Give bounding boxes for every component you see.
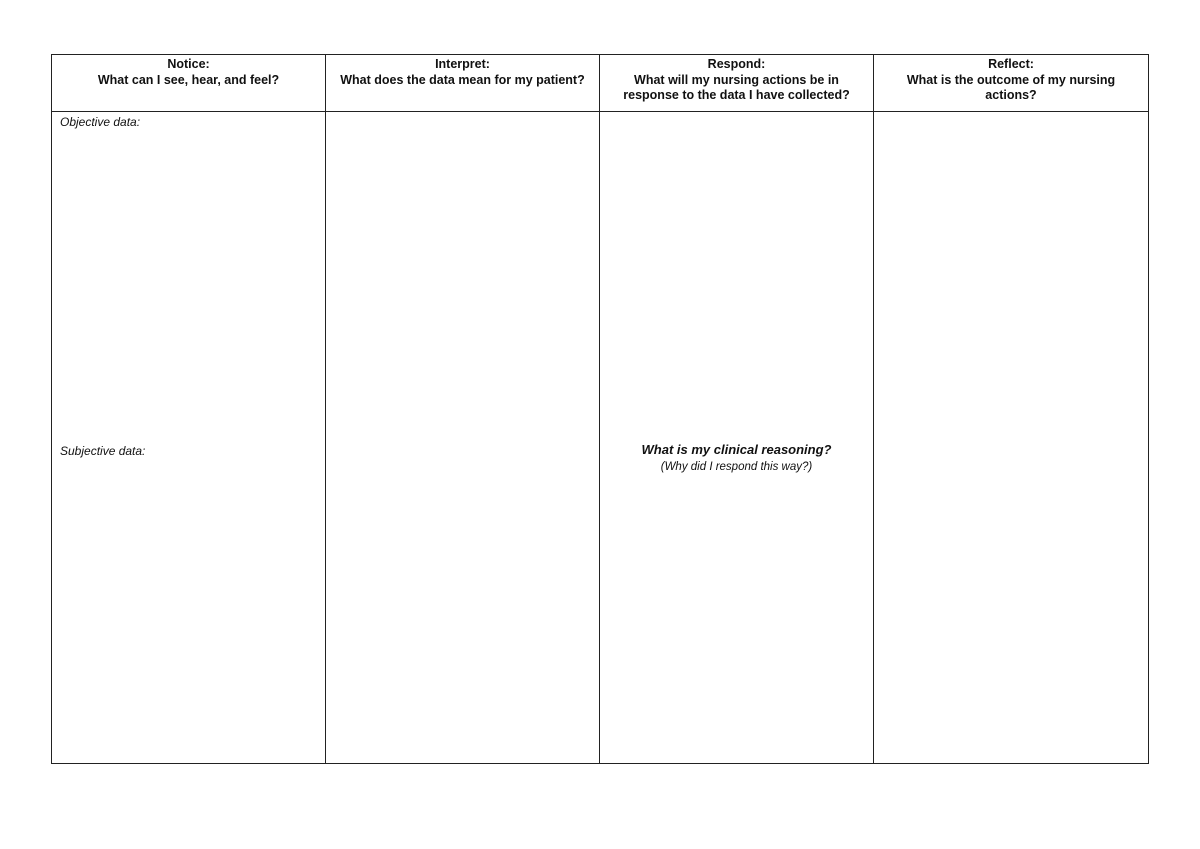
clinical-reasoning-note: (Why did I respond this way?)	[660, 461, 813, 473]
header-notice-title: Notice:	[167, 57, 210, 71]
header-reflect-question: What is the outcome of my nursing actions?	[906, 72, 1116, 102]
header-interpret-title: Interpret:	[435, 57, 490, 71]
reflect-cell[interactable]	[874, 112, 1148, 763]
header-notice-question: What can I see, hear, and feel?	[97, 72, 280, 87]
header-notice	[52, 55, 326, 112]
clinical-reasoning-prompt	[600, 442, 873, 475]
header-interpret-question: What does the data mean for my patient?	[340, 72, 585, 87]
header-reflect-title: Reflect:	[988, 57, 1034, 71]
header-interpret	[326, 55, 600, 112]
header-reflect	[874, 55, 1148, 112]
respond-cell[interactable]	[600, 112, 874, 763]
nursing-worksheet-table	[51, 54, 1149, 764]
notice-cell[interactable]	[52, 112, 326, 763]
clinical-reasoning-question: What is my clinical reasoning?	[641, 442, 832, 457]
objective-data-label: Objective data:	[60, 115, 141, 129]
interpret-cell[interactable]	[326, 112, 600, 763]
subjective-data-label: Subjective data:	[60, 444, 146, 458]
header-respond-question: What will my nursing actions be in response to the data I have collected?	[623, 72, 850, 102]
header-respond	[600, 55, 874, 112]
header-respond-title: Respond:	[707, 57, 766, 71]
